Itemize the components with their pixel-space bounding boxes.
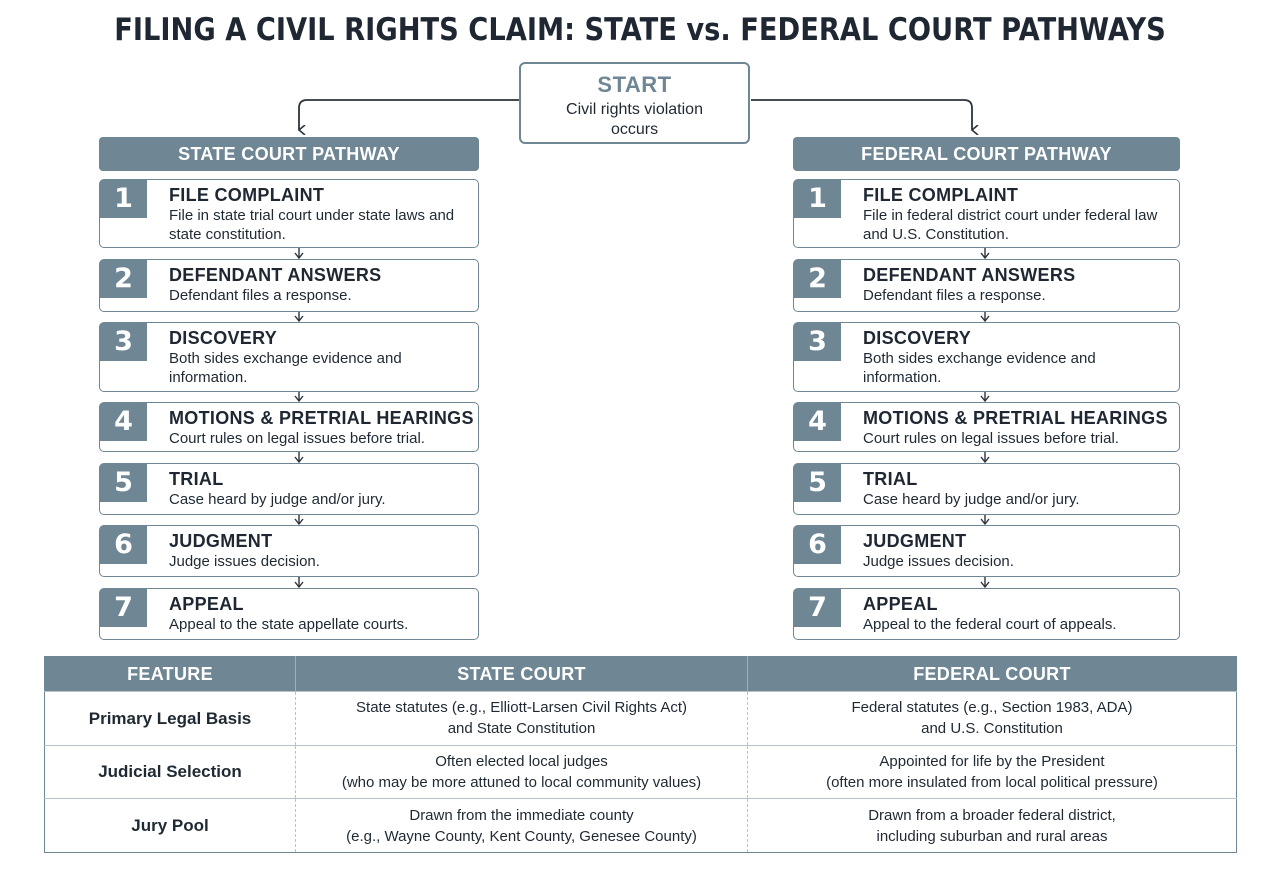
federal-step-4 [793, 402, 1180, 452]
step-description: Defendant files a response. [863, 287, 1046, 304]
table-row [45, 745, 1237, 799]
step-description: Both sides exchange evidence and information. [169, 350, 402, 386]
step-number: 7 [100, 589, 147, 627]
start-text-line1: Civil rights violation [566, 101, 703, 118]
state-cell [296, 745, 748, 799]
state-step-6 [99, 525, 479, 577]
federal-step-6 [793, 525, 1180, 577]
federal-step-3 [793, 322, 1180, 392]
step-description: Both sides exchange evidence and information. [863, 350, 1096, 386]
step-description: Court rules on legal issues before trial. [169, 430, 425, 447]
feature-cell: Judicial Selection [45, 745, 296, 799]
federal-pathway [793, 137, 1180, 633]
step-number: 2 [100, 260, 147, 298]
federal-step-2 [793, 259, 1180, 312]
table-row [45, 799, 1237, 853]
federal-step-1 [793, 179, 1180, 248]
cell-line: (who may be more attuned to local community values) [341, 773, 702, 791]
step-title: FILE COMPLAINT [169, 185, 325, 205]
step-description: Appeal to the state appellate courts. [169, 616, 409, 633]
comparison-table [44, 656, 1237, 853]
step-title: JUDGMENT [169, 531, 273, 551]
step-title: DEFENDANT ANSWERS [863, 265, 1076, 285]
step-title: DEFENDANT ANSWERS [169, 265, 382, 285]
step-title: MOTIONS & PRETRIAL HEARINGS [169, 408, 474, 428]
cell-line: Often elected local judges [435, 752, 608, 770]
step-number: 1 [100, 180, 147, 218]
step-title: MOTIONS & PRETRIAL HEARINGS [863, 408, 1168, 428]
step-number: 4 [100, 403, 147, 441]
step-description: Court rules on legal issues before trial. [863, 430, 1119, 447]
step-title: TRIAL [863, 469, 918, 489]
step-title: JUDGMENT [863, 531, 967, 551]
cell-line: Appointed for life by the President [879, 752, 1105, 770]
step-title: APPEAL [169, 594, 244, 614]
state-cell [296, 692, 748, 746]
cell-line: State statutes (e.g., Elliott-Larsen Civil Rights Act) [356, 699, 687, 717]
step-description: File in federal district court under federal law and U.S. Constitution. [863, 207, 1158, 243]
state-pathway [99, 137, 479, 633]
federal-cell [748, 692, 1237, 746]
step-number: 1 [794, 180, 841, 218]
step-number: 5 [100, 464, 147, 502]
step-number: 6 [794, 526, 841, 564]
step-description: Case heard by judge and/or jury. [169, 491, 386, 508]
start-text [521, 100, 748, 140]
page-title: FILING A CIVIL RIGHTS CLAIM: STATE vs. FEDERAL COURT PATHWAYS [114, 12, 1166, 48]
state-step-2 [99, 259, 479, 312]
federal-cell [748, 799, 1237, 853]
table-row [45, 692, 1237, 746]
cell-line: including suburban and rural areas [876, 827, 1108, 845]
step-description: Judge issues decision. [863, 553, 1014, 570]
cell-line: Federal statutes (e.g., Section 1983, ADA) [851, 699, 1133, 717]
step-title: DISCOVERY [169, 328, 278, 348]
step-title: FILE COMPLAINT [863, 185, 1019, 205]
state-pathway-header: STATE COURT PATHWAY [99, 137, 479, 171]
state-step-3 [99, 322, 479, 392]
state-step-1 [99, 179, 479, 248]
step-description: File in state trial court under state laws and state constitution. [169, 207, 455, 243]
step-number: 4 [794, 403, 841, 441]
federal-cell [748, 745, 1237, 799]
feature-cell: Primary Legal Basis [45, 692, 296, 746]
step-number: 7 [794, 589, 841, 627]
start-text-line2: occurs [610, 121, 659, 138]
step-number: 2 [794, 260, 841, 298]
cell-line: (often more insulated from local political pressure) [826, 773, 1158, 791]
step-number: 5 [794, 464, 841, 502]
cell-line: (e.g., Wayne County, Kent County, Genesee County) [346, 827, 697, 845]
state-step-5 [99, 463, 479, 515]
step-number: 3 [100, 323, 147, 361]
header-state-court: STATE COURT [296, 657, 748, 692]
table-header-row [45, 657, 1237, 692]
cell-line: Drawn from a broader federal district, [868, 806, 1116, 824]
header-federal-court: FEDERAL COURT [748, 657, 1237, 692]
header-feature: FEATURE [45, 657, 296, 692]
start-title: START [597, 72, 672, 97]
step-number: 6 [100, 526, 147, 564]
cell-line: and U.S. Constitution [921, 720, 1063, 738]
step-description: Appeal to the federal court of appeals. [863, 616, 1117, 633]
arrow-to-state [299, 100, 519, 130]
arrow-to-federal [751, 100, 972, 130]
state-step-4 [99, 402, 479, 452]
cell-line: Drawn from the immediate county [409, 806, 634, 824]
step-description: Case heard by judge and/or jury. [863, 491, 1080, 508]
federal-step-7 [793, 588, 1180, 640]
cell-line: and State Constitution [447, 720, 596, 738]
step-title: APPEAL [863, 594, 938, 614]
step-description: Judge issues decision. [169, 553, 320, 570]
step-number: 3 [794, 323, 841, 361]
step-description: Defendant files a response. [169, 287, 352, 304]
state-cell [296, 799, 748, 853]
federal-pathway-header: FEDERAL COURT PATHWAY [793, 137, 1180, 171]
federal-step-5 [793, 463, 1180, 515]
step-title: DISCOVERY [863, 328, 972, 348]
state-step-7 [99, 588, 479, 640]
start-box [519, 62, 750, 144]
step-title: TRIAL [169, 469, 224, 489]
feature-cell: Jury Pool [45, 799, 296, 853]
